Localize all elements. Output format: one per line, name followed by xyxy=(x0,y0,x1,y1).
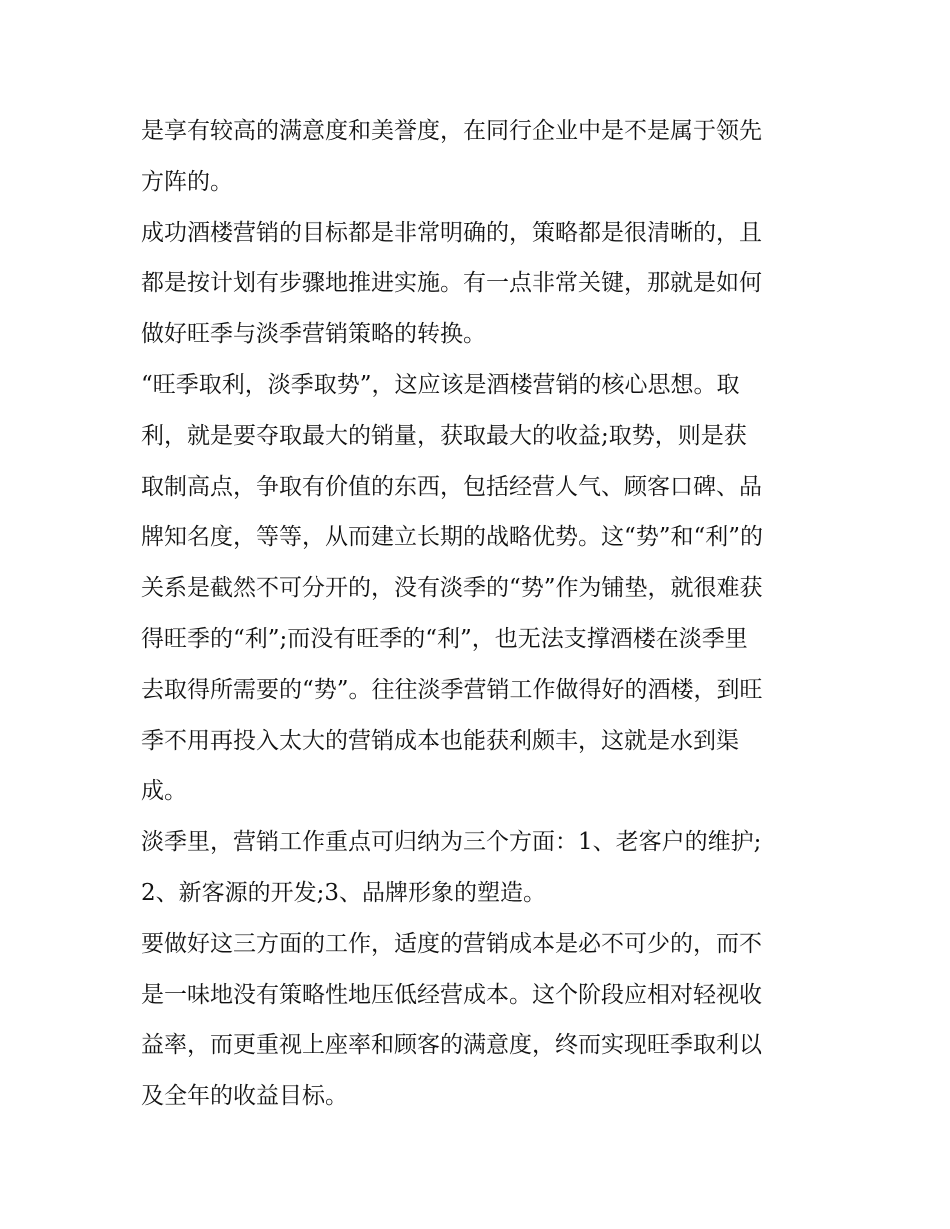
text-line: 是一味地没有策略性地压低经营成本。这个阶段应相对轻视收 xyxy=(141,981,762,1008)
text-line: 及全年的收益目标。 xyxy=(141,1083,348,1110)
text-line: 做好旺季与淡季营销策略的转换。 xyxy=(141,321,486,348)
text-line: 取制高点，争取有价值的东西，包括经营人气、顾客口碑、品 xyxy=(141,473,762,500)
text-line: 是享有较高的满意度和美誉度，在同行企业中是不是属于领先 xyxy=(141,118,762,144)
text-line: 牌知名度，等等，从而建立长期的战略优势。这“势”和“利”的 xyxy=(141,524,764,551)
text-line: 利，就是要夺取最大的销量，获取最大的收益;取势，则是获 xyxy=(141,422,747,449)
body-text xyxy=(141,106,813,1122)
text-line: 方阵的。 xyxy=(141,168,233,195)
text-line: 季不用再投入太大的营销成本也能获利颇丰，这就是水到渠 xyxy=(141,727,739,754)
text-line: 得旺季的“利”;而没有旺季的“利”，也无法支撑酒楼在淡季里 xyxy=(141,625,748,652)
text-line: 都是按计划有步骤地推进实施。有一点非常关键，那就是如何 xyxy=(141,270,762,297)
text-line: 益率，而更重视上座率和顾客的满意度，终而实现旺季取利以 xyxy=(141,1032,762,1059)
text-line: 2、新客源的开发;3、品牌形象的塑造。 xyxy=(141,879,547,906)
text-line: 成功酒楼营销的目标都是非常明确的，策略都是很清晰的，且 xyxy=(141,219,762,246)
text-line: 去取得所需要的“势”。往往淡季营销工作做得好的酒楼，到旺 xyxy=(141,676,763,703)
text-line: 成。 xyxy=(141,778,187,805)
text-line: “旺季取利，淡季取势”，这应该是酒楼营销的核心思想。取 xyxy=(141,371,740,398)
text-line: 要做好这三方面的工作，适度的营销成本是必不可少的，而不 xyxy=(141,930,762,957)
text-line: 淡季里，营销工作重点可归纳为三个方面：1、老客户的维护; xyxy=(141,829,762,856)
text-line: 关系是截然不可分开的，没有淡季的“势”作为铺垫，就很难获 xyxy=(141,575,763,602)
